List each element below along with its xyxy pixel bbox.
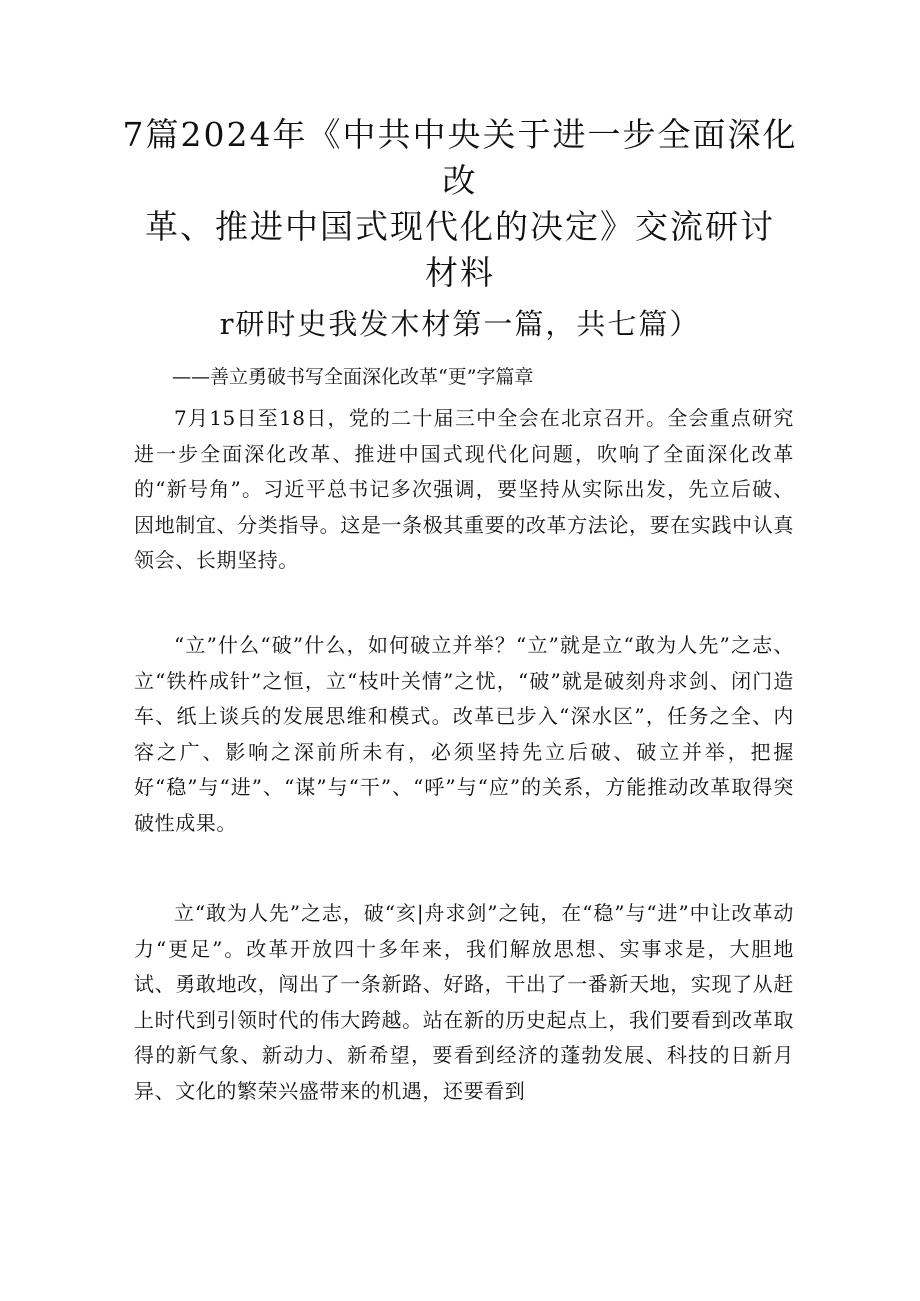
title-line-1: 7篇2024年《中共中央关于进一步全面深化改 xyxy=(122,115,798,200)
document-title xyxy=(120,112,800,296)
body-paragraph-1: 7月15日至18日，党的二十届三中全会在北京召开。全会重点研究进一步全面深化改革、推进中国式现代化问题，吹响了全面深化改革的“新号角”。习近平总书记多次强调，要坚持从实际出发，先立后破、因地制宜、分类指导。这是一条极其重要的改革方法论，要在实践中认真领会、长期坚持。 xyxy=(134,406,794,573)
title-line-3: 材料 xyxy=(425,253,495,292)
body-paragraph-3: 立“敢为人先”之志，破“亥|舟求剑”之钝，在“稳”与“进”中让改革动力“更足”。改革开放四十多年来，我们解放思想、实事求是，大胆地试、勇敢地改，闯出了一条新路、好路，干出了一番新天地，实现了从赶上时代到引领时代的伟大跨越。站在新的历史起点上，我们要看到改革取得的新气象、新动力、新希望，要看到经济的蓬勃发展、科技的日新月异、文化的繁荣兴盛带来的机遇，还要看到 xyxy=(134,901,794,1103)
title-line-2: 革、推进中国式现代化的决定》交流研讨 xyxy=(145,207,775,246)
section-subtitle: r研时史我发木材第一篇，共七篇） xyxy=(219,307,701,341)
body-paragraph-2: “立”什么“破”什么，如何破立并举？“立”就是立“敢为人先”之志、立“铁杵成针”之恒，立“枝叶关情”之忧，“破”就是破刻舟求剑、闭门造车、纸上谈兵的发展思维和模式。改革已步入“深水区”，任务之全、内容之广、影响之深前所未有，必须坚持先立后破、破立并举，把握好“稳”与“进”、“谋”与“干”、“呼”与“应”的关系，方能推动改革取得突破性成果。 xyxy=(134,633,794,835)
section-tagline: ——善立勇破书写全面深化改革“更”字篇章 xyxy=(172,366,534,388)
